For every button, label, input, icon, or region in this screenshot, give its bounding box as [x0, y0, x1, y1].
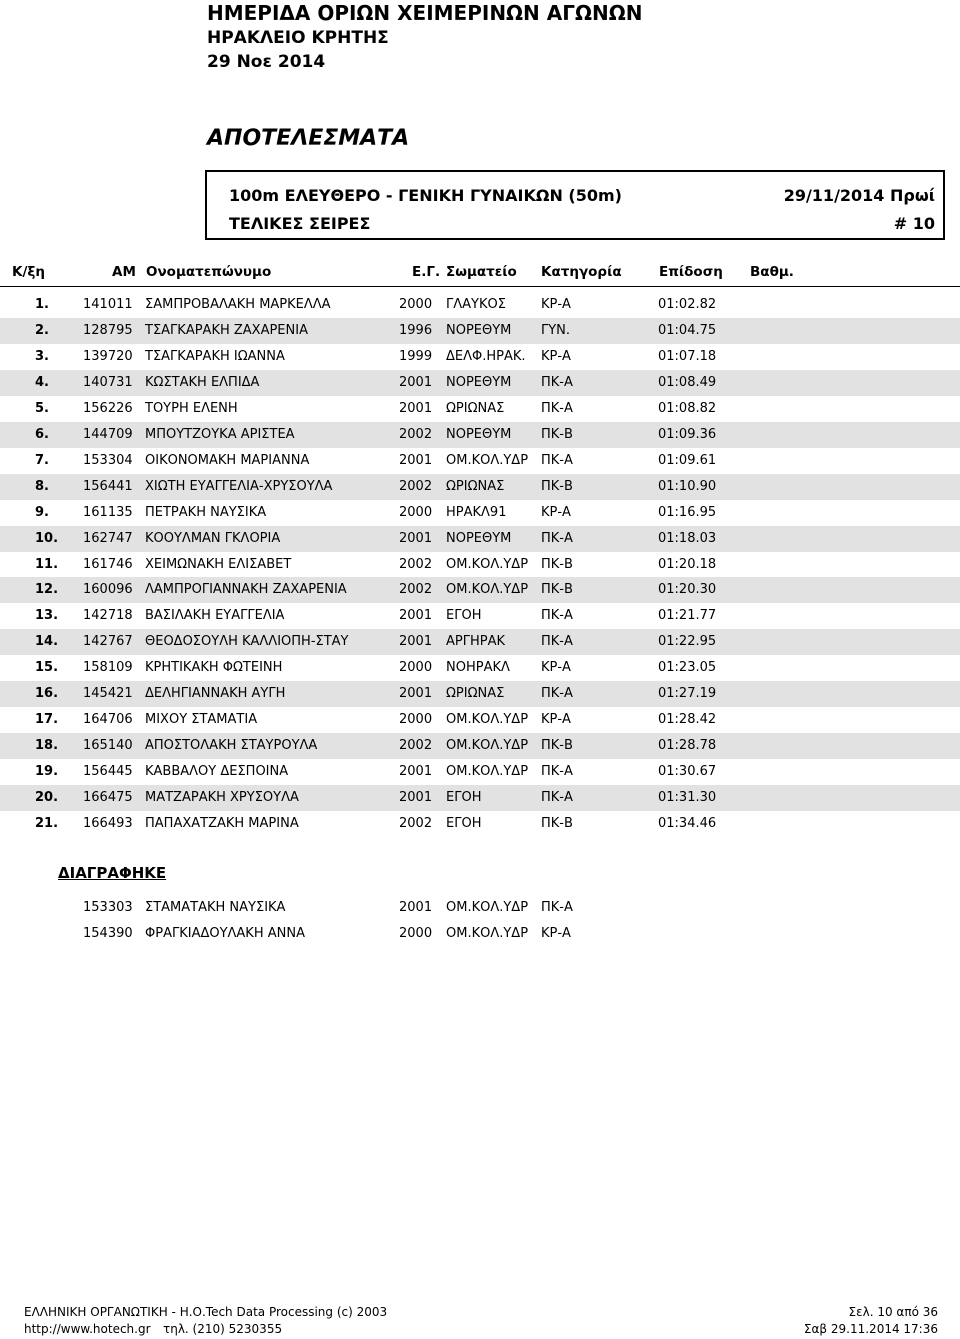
am-cell: 145421	[83, 686, 133, 702]
table-row	[0, 526, 960, 552]
year-cell: 2000	[399, 712, 433, 728]
category-cell: ΠΚ-Α	[541, 452, 573, 468]
am-cell: 161135	[83, 504, 133, 520]
am-cell: 128795	[83, 322, 133, 338]
category-cell: ΚΡ-Α	[541, 660, 571, 676]
name-cell: ΣΑΜΠΡΟΒΑΛΑΚΗ ΜΑΡΚΕΛΛΑ	[145, 297, 331, 312]
am-cell: 141011	[83, 297, 133, 312]
category-cell: ΠΚ-Β	[541, 556, 573, 572]
name-cell: ΤΟΥΡΗ ΕΛΕΝΗ	[145, 400, 238, 416]
footer-phone: τηλ. (210) 5230355	[163, 1322, 283, 1336]
club-cell: ΩΡΙΩΝΑΣ	[446, 400, 505, 416]
category-cell: ΠΚ-Β	[541, 582, 573, 598]
am-cell: 164706	[83, 712, 133, 728]
club-cell: ΟΜ.ΚΟΛ.ΥΔΡ	[446, 738, 529, 754]
am-cell: 165140	[83, 738, 133, 754]
rank-cell: 20.	[35, 790, 59, 806]
club-cell: ΩΡΙΩΝΑΣ	[446, 478, 505, 494]
footer-printed: Σαβ 29.11.2014 17:36	[803, 1322, 938, 1336]
category-cell: ΠΚ-Α	[541, 686, 573, 702]
time-cell: 01:28.42	[658, 712, 717, 728]
name-cell: ΒΑΣΙΛΑΚΗ ΕΥΑΓΓΕΛΙΑ	[145, 608, 285, 624]
am-cell: 166493	[83, 816, 133, 831]
rank-cell: 21.	[35, 816, 59, 831]
col-club: Σωματείο	[446, 264, 517, 280]
table-row	[0, 500, 960, 526]
col-am: ΑΜ	[112, 264, 136, 280]
table-row	[0, 448, 960, 474]
time-cell: 01:30.67	[658, 764, 717, 780]
table-row	[0, 655, 960, 681]
col-category: Κατηγορία	[541, 264, 622, 280]
name-cell: ΜΙΧΟΥ ΣΤΑΜΑΤΙΑ	[145, 712, 258, 728]
am-cell: 156226	[83, 400, 133, 416]
year-cell: 2001	[399, 790, 433, 806]
table-row	[0, 422, 960, 448]
category-cell: ΠΚ-Β	[541, 478, 573, 494]
rank-cell: 5.	[35, 400, 49, 416]
club-cell: ΑΡΓΗΡΑΚ	[446, 634, 506, 650]
rank-cell: 17.	[35, 712, 59, 728]
club-cell: ΟΜ.ΚΟΛ.ΥΔΡ	[446, 712, 529, 728]
time-cell: 01:34.46	[658, 816, 717, 831]
year-cell: 2000	[399, 504, 433, 520]
time-cell: 01:22.95	[658, 634, 717, 650]
event-date: 29/11/2014 Πρωί	[783, 186, 935, 205]
am-cell: 158109	[83, 660, 133, 676]
table-row	[0, 552, 960, 578]
year-cell: 2001	[399, 530, 433, 546]
time-cell: 01:20.18	[658, 556, 717, 572]
rank-cell: 18.	[35, 738, 59, 754]
year-cell: 2001	[399, 374, 433, 390]
time-cell: 01:20.30	[658, 582, 717, 598]
footer-page: Σελ. 10 από 36	[848, 1305, 938, 1319]
name-cell: ΛΑΜΠΡΟΓΙΑΝΝΑΚΗ ΖΑΧΑΡΕΝΙΑ	[145, 582, 347, 598]
category-cell: ΠΚ-Α	[541, 900, 573, 915]
name-cell: ΜΠΟΥΤΖΟΥΚΑ ΑΡΙΣΤΕΑ	[145, 426, 295, 442]
footer-org: ΕΛΛΗΝΙΚΗ ΟΡΓΑΝΩΤΙΚΗ - Η.Ο.Tech Data Processing (c) 2003	[24, 1305, 388, 1319]
name-cell: ΠΕΤΡΑΚΗ ΝΑΥΣΙΚΑ	[145, 504, 267, 520]
year-cell: 2001	[399, 400, 433, 416]
club-cell: ΝΟΡΕΘΥΜ	[446, 530, 512, 546]
year-cell: 2001	[399, 686, 433, 702]
col-rank: Κ/ξη	[12, 264, 45, 280]
table-row	[0, 292, 960, 318]
rank-cell: 2.	[35, 322, 49, 338]
col-name: Ονοματεπώνυμο	[146, 264, 272, 280]
name-cell: ΔΕΛΗΓΙΑΝΝΑΚΗ ΑΥΓΗ	[145, 686, 286, 702]
am-cell: 142767	[83, 634, 133, 650]
deleted-title: ΔΙΑΓΡΑΦΗΚΕ	[58, 864, 167, 882]
club-cell: ΗΡΑΚΛ91	[446, 504, 507, 520]
time-cell: 01:31.30	[658, 790, 717, 806]
category-cell: ΚΡ-Α	[541, 297, 571, 312]
rank-cell: 4.	[35, 374, 49, 390]
time-cell: 01:08.82	[658, 400, 717, 416]
table-row	[0, 344, 960, 370]
am-cell: 156441	[83, 478, 133, 494]
table-row	[0, 603, 960, 629]
year-cell: 2002	[399, 478, 433, 494]
club-cell: ΕΓΟΗ	[446, 608, 482, 624]
am-cell: 139720	[83, 348, 133, 364]
name-cell: ΠΑΠΑΧΑΤΖΑΚΗ ΜΑΡΙΝΑ	[145, 816, 299, 831]
name-cell: ΤΣΑΓΚΑΡΑΚΗ ΙΩΑΝΝΑ	[145, 348, 285, 364]
name-cell: ΧΕΙΜΩΝΑΚΗ ΕΛΙΣΑΒΕΤ	[145, 556, 292, 572]
table-row	[0, 759, 960, 785]
category-cell: ΚΡ-Α	[541, 712, 571, 728]
name-cell: ΚΟΟΥΛΜΑΝ ΓΚΛΟΡΙΑ	[145, 530, 281, 546]
club-cell: ΝΟΡΕΘΥΜ	[446, 374, 512, 390]
year-cell: 2000	[399, 926, 433, 941]
name-cell: ΚΑΒΒΑΛΟΥ ΔΕΣΠΟΙΝΑ	[145, 764, 289, 780]
table-row	[0, 785, 960, 811]
club-cell: ΟΜ.ΚΟΛ.ΥΔΡ	[446, 556, 529, 572]
am-cell: 161746	[83, 556, 133, 572]
year-cell: 2002	[399, 582, 433, 598]
time-cell: 01:09.36	[658, 426, 717, 442]
club-cell: ΩΡΙΩΝΑΣ	[446, 686, 505, 702]
name-cell: ΘΕΟΔΟΣΟΥΛΗ ΚΑΛΛΙΟΠΗ-ΣΤΑΥ	[145, 634, 349, 650]
table-row	[0, 370, 960, 396]
year-cell: 2001	[399, 452, 433, 468]
deleted-row	[0, 896, 960, 920]
year-cell: 2001	[399, 608, 433, 624]
category-cell: ΠΚ-Α	[541, 530, 573, 546]
rank-cell: 13.	[35, 608, 59, 624]
category-cell: ΠΚ-Β	[541, 738, 573, 754]
header-divider	[0, 286, 960, 287]
category-cell: ΠΚ-Β	[541, 816, 573, 831]
rank-cell: 12.	[35, 582, 59, 598]
rank-cell: 8.	[35, 478, 49, 494]
year-cell: 2000	[399, 297, 433, 312]
am-cell: 140731	[83, 374, 133, 390]
rank-cell: 1.	[35, 297, 49, 312]
am-cell: 162747	[83, 530, 133, 546]
year-cell: 2002	[399, 556, 433, 572]
club-cell: ΟΜ.ΚΟΛ.ΥΔΡ	[446, 452, 529, 468]
rank-cell: 9.	[35, 504, 49, 520]
event-round: ΤΕΛΙΚΕΣ ΣΕΙΡΕΣ	[229, 214, 371, 233]
time-cell: 01:23.05	[658, 660, 717, 676]
time-cell: 01:21.77	[658, 608, 717, 624]
rank-cell: 14.	[35, 634, 59, 650]
rank-cell: 7.	[35, 452, 49, 468]
results-title: ΑΠΟΤΕΛΕΣΜΑΤΑ	[207, 126, 410, 151]
am-cell: 160096	[83, 582, 133, 598]
time-cell: 01:27.19	[658, 686, 717, 702]
club-cell: ΟΜ.ΚΟΛ.ΥΔΡ	[446, 900, 529, 915]
club-cell: ΔΕΛΦ.ΗΡΑΚ.	[446, 348, 526, 364]
year-cell: 2002	[399, 426, 433, 442]
event-number: # 10	[893, 214, 935, 233]
deleted-row	[0, 922, 960, 946]
club-cell: ΕΓΟΗ	[446, 790, 482, 806]
club-cell: ΟΜ.ΚΟΛ.ΥΔΡ	[446, 926, 529, 941]
category-cell: ΚΡ-Α	[541, 926, 571, 941]
table-row	[0, 681, 960, 707]
time-cell: 01:18.03	[658, 530, 717, 546]
table-row	[0, 733, 960, 759]
name-cell: ΤΣΑΓΚΑΡΑΚΗ ΖΑΧΑΡΕΝΙΑ	[145, 322, 308, 338]
time-cell: 01:07.18	[658, 348, 717, 364]
time-cell: 01:09.61	[658, 452, 717, 468]
rank-cell: 15.	[35, 660, 59, 676]
name-cell: ΦΡΑΓΚΙΑΔΟΥΛΑΚΗ ΑΝΝΑ	[145, 926, 305, 941]
name-cell: ΑΠΟΣΤΟΛΑΚΗ ΣΤΑΥΡΟΥΛΑ	[145, 738, 318, 754]
col-time: Επίδοση	[659, 264, 723, 280]
name-cell: ΧΙΩΤΗ ΕΥΑΓΓΕΛΙΑ-ΧΡΥΣΟΥΛΑ	[145, 478, 333, 494]
name-cell: ΣΤΑΜΑΤΑΚΗ ΝΑΥΣΙΚΑ	[145, 900, 286, 915]
category-cell: ΠΚ-Α	[541, 634, 573, 650]
category-cell: ΚΡ-Α	[541, 348, 571, 364]
rank-cell: 11.	[35, 556, 59, 572]
category-cell: ΚΡ-Α	[541, 504, 571, 520]
time-cell: 01:02.82	[658, 297, 717, 312]
table-row	[0, 811, 960, 837]
year-cell: 2002	[399, 816, 433, 831]
am-cell: 156445	[83, 764, 133, 780]
club-cell: ΝΟΡΕΘΥΜ	[446, 322, 512, 338]
year-cell: 2000	[399, 660, 433, 676]
time-cell: 01:16.95	[658, 504, 717, 520]
table-row	[0, 396, 960, 422]
rank-cell: 19.	[35, 764, 59, 780]
name-cell: ΟΙΚΟΝΟΜΑΚΗ ΜΑΡΙΑΝΝΑ	[145, 452, 310, 468]
category-cell: ΠΚ-Α	[541, 790, 573, 806]
table-row	[0, 629, 960, 655]
year-cell: 1999	[399, 348, 433, 364]
category-cell: ΠΚ-Α	[541, 608, 573, 624]
rank-cell: 6.	[35, 426, 49, 442]
club-cell: ΝΟΗΡΑΚΛ	[446, 660, 510, 676]
am-cell: 142718	[83, 608, 133, 624]
year-cell: 1996	[399, 322, 433, 338]
club-cell: ΟΜ.ΚΟΛ.ΥΔΡ	[446, 582, 529, 598]
table-row	[0, 318, 960, 344]
time-cell: 01:28.78	[658, 738, 717, 754]
footer-web: http://www.hotech.gr	[24, 1322, 151, 1336]
club-cell: ΓΛΑΥΚΟΣ	[446, 297, 506, 312]
club-cell: ΝΟΡΕΘΥΜ	[446, 426, 512, 442]
am-cell: 153304	[83, 452, 133, 468]
year-cell: 2001	[399, 634, 433, 650]
meet-title: ΗΜΕΡΙΔΑ ΟΡΙΩΝ ΧΕΙΜΕΡΙΝΩΝ ΑΓΩΝΩΝ	[207, 1, 643, 25]
table-row	[0, 474, 960, 500]
time-cell: 01:04.75	[658, 322, 717, 338]
name-cell: ΜΑΤΖΑΡΑΚΗ ΧΡΥΣΟΥΛΑ	[145, 790, 299, 806]
year-cell: 2001	[399, 900, 433, 915]
event-name: 100m ΕΛΕΥΘΕΡΟ - ΓΕΝΙΚΗ ΓΥΝΑΙΚΩΝ (50m)	[229, 186, 622, 205]
name-cell: ΚΡΗΤΙΚΑΚΗ ΦΩΤΕΙΝΗ	[145, 660, 283, 676]
meet-date: 29 Νοε 2014	[207, 52, 326, 72]
year-cell: 2002	[399, 738, 433, 754]
am-cell: 144709	[83, 426, 133, 442]
category-cell: ΓΥΝ.	[541, 322, 571, 338]
am-cell: 154390	[83, 926, 133, 941]
col-year: Ε.Γ.	[412, 264, 441, 280]
rank-cell: 16.	[35, 686, 59, 702]
event-box	[205, 170, 945, 240]
table-row	[0, 577, 960, 603]
category-cell: ΠΚ-Α	[541, 374, 573, 390]
meet-location: ΗΡΑΚΛΕΙΟ ΚΡΗΤΗΣ	[207, 28, 389, 48]
rank-cell: 3.	[35, 348, 49, 364]
club-cell: ΟΜ.ΚΟΛ.ΥΔΡ	[446, 764, 529, 780]
category-cell: ΠΚ-Β	[541, 426, 573, 442]
time-cell: 01:08.49	[658, 374, 717, 390]
col-points: Βαθμ.	[750, 264, 794, 280]
time-cell: 01:10.90	[658, 478, 717, 494]
am-cell: 153303	[83, 900, 133, 915]
rank-cell: 10.	[35, 530, 59, 546]
name-cell: ΚΩΣΤΑΚΗ ΕΛΠΙΔΑ	[145, 374, 260, 390]
year-cell: 2001	[399, 764, 433, 780]
club-cell: ΕΓΟΗ	[446, 816, 482, 831]
category-cell: ΠΚ-Α	[541, 764, 573, 780]
category-cell: ΠΚ-Α	[541, 400, 573, 416]
table-row	[0, 707, 960, 733]
am-cell: 166475	[83, 790, 133, 806]
